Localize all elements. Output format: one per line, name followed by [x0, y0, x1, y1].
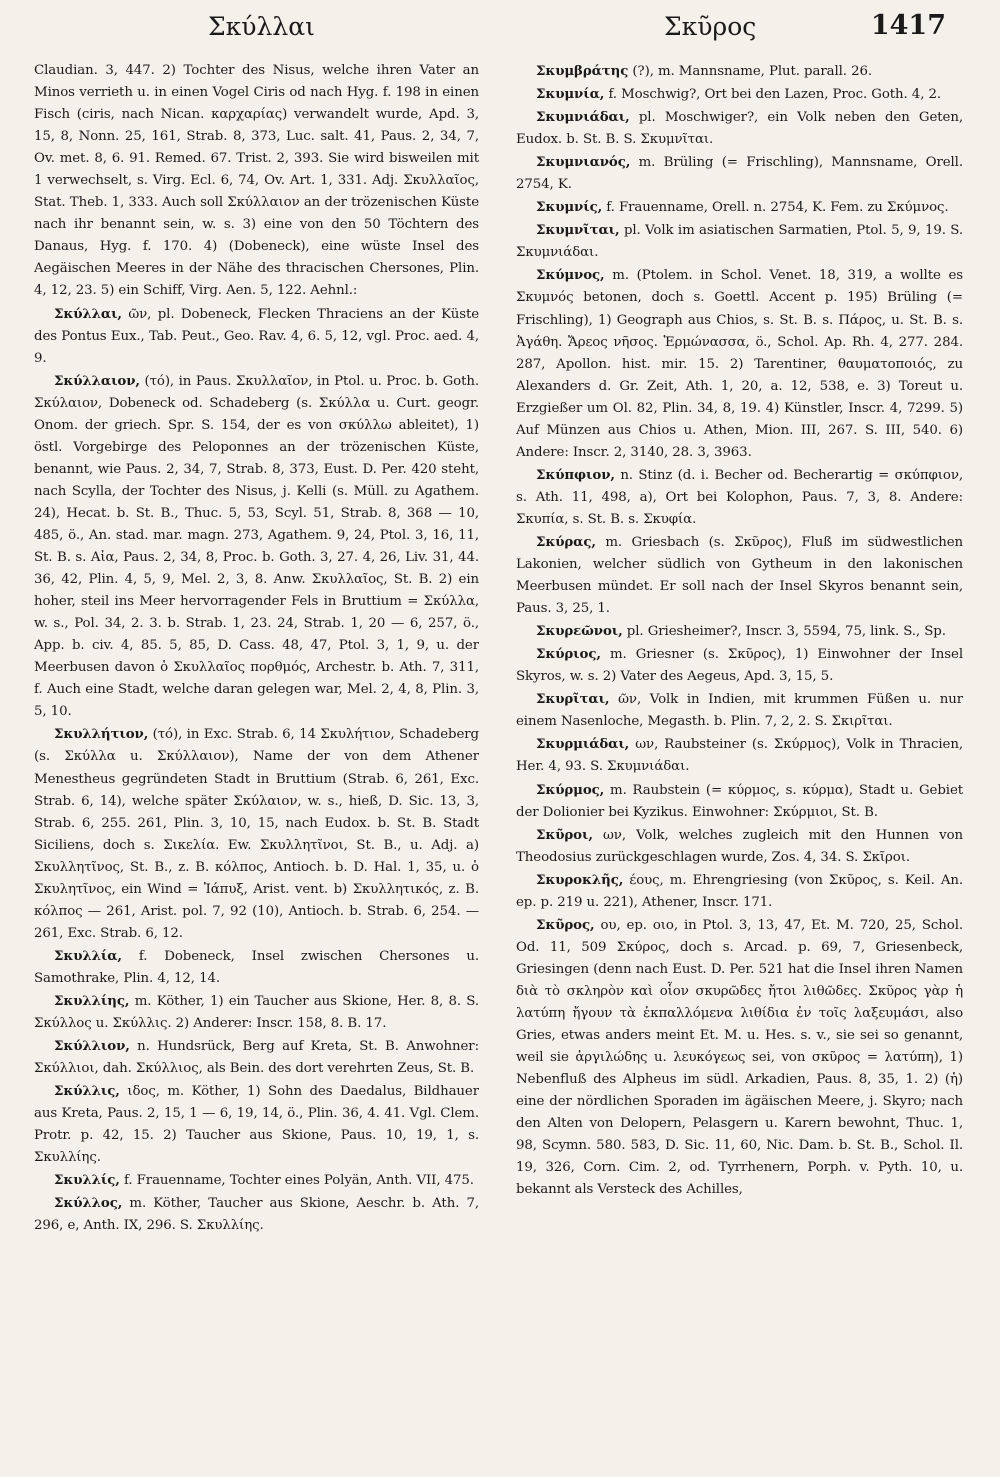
left-column [34, 60, 479, 1471]
dictionary-entry [516, 219, 963, 264]
dictionary-entry [516, 464, 963, 531]
dictionary-entry [516, 688, 963, 733]
dictionary-entry [516, 60, 963, 83]
dictionary-entry [34, 370, 479, 724]
entry-headword: Σκύρμος, [536, 781, 605, 798]
entry-text: f. Frauenname, Orell. n. 2754, K. Fem. zu Σκύμνος. [602, 200, 949, 216]
entry-headword: Σκυμβράτης [536, 63, 629, 79]
entry-headword: Σκυρεῶνοι, [536, 623, 623, 640]
entry-text: pl. Moschwiger?, ein Volk neben den Geten, Eudox. b. St. B. S. Σκυμνῖται. [516, 110, 963, 148]
entry-text: f. Dobeneck, Insel zwischen Chersones u. Samothrake, Plin. 4, 12, 14. [34, 948, 479, 986]
entry-text: pl. Griesheimer?, Inscr. 3, 5594, 75, link. S., Sp. [622, 624, 946, 640]
entry-text: ῶν, Volk in Indien, mit krummen Füßen u. nur einem Nasenloche, Megasth. b. Plin. 7, 2, 2. S. Σκιρῖται. [516, 692, 963, 730]
entry-headword: Σκύλλος, [54, 1195, 123, 1212]
entry-text: n. Hundsrück, Berg auf Kreta, St. B. Anwohner: Σκύλλιοι, dah. Σκύλλιος, als Bein. des dort verehrten Zeus, St. B. [34, 1039, 479, 1077]
dictionary-entry [516, 824, 963, 869]
entry-headword: Σκύμνος, [536, 267, 605, 284]
entry-headword: Σκύριος, [536, 646, 601, 663]
entry-text: (τό), in Paus. Σκυλλαῖον, in Ptol. u. Proc. b. Goth. Σκύλαιον, Dobeneck od. Schadeberg (s. Σκύλλα u. Curt. geogr. Onom. der griech. Spr. S. 154, der es von σκύλλω ableitet), 1) östl. Vorgebirge des Peloponnes an der trözenischen Küste, benannt, wie Paus. 2, 34, 7, Strab. 8, 373, Eust. D. Per. 420 steht, nach Scylla, der Tochter des Nisus, j. Kelli (s. Müll. zu Agathem. 24), Hecat. b. St. B., Thuc. 5, 53, Scyl. 51, Strab. 8, 368 — 10, 485, ö., An. stad. mar. magn. 273, Agathem. 9, 24, Ptol. 3, 16, 11, St. B. s. Αἰα, Paus. 2, 34, 8, Proc. b. Goth. 3, 27. 4, 26, Liv. 31, 44. 36, 42, Plin. 4, 5, 9, Mel. 2, 3, 8. Anw. Σκυλλαῖος, St. B. 2) ein hoher, steil ins Meer hervorragender Fels in Bruttium = Σκύλλα, w. s., Pol. 34, 2. 3. b. Strab. 1, 23. 24, Strab. 1, 20 — 6, 257, ö., App. b. civ. 4, 85. 5, 85, D. Cass. 48, 47, Ptol. 3, 1, 9, u. der Meerbusen davon ὁ Σκυλλαῖος πορθμός, Archestr. b. Ath. 7, 311, f. Auch eine Stadt, welche daran gelegen war, Mel. 2, 4, 8, Plin. 3, 5, 10. [34, 373, 479, 720]
dictionary-entry [34, 303, 479, 370]
entry-headword: Σκυμνιανός, [536, 154, 631, 171]
page-number: 1417 [870, 10, 946, 41]
entry-headword: Σκυροκλῆς, [536, 871, 624, 888]
header-right-catchword: Σκῦρος [664, 12, 757, 41]
dictionary-entry [516, 914, 963, 1202]
page-header [0, 8, 1000, 48]
dictionary-entry [516, 106, 963, 151]
entry-headword: Σκυλλήτιον, [54, 726, 149, 743]
dictionary-entry [516, 869, 963, 914]
entry-headword: Σκῦροι, [536, 826, 593, 843]
entry-headword: Σκύλλαι, [54, 305, 122, 322]
entry-headword: Σκυλλία, [54, 947, 122, 964]
entry-headword: Σκύλλαιον, [54, 372, 140, 389]
entry-headword: Σκύλλιον, [54, 1038, 130, 1055]
dictionary-entry [34, 945, 479, 990]
dictionary-entry [34, 723, 479, 944]
entry-headword: Σκυρῖται, [536, 691, 610, 708]
dictionary-entry [516, 733, 963, 778]
entry-text: (?), m. Mannsname, Plut. parall. 26. [628, 64, 873, 79]
entry-text: ων, Raubsteiner (s. Σκύρμος), Volk in Thracien, Her. 4, 93. S. Σκυμνιάδαι. [516, 737, 963, 775]
dictionary-entry [516, 196, 963, 219]
entry-text: m. Griesner (s. Σκῦρος), 1) Einwohner der Insel Skyros, w. s. 2) Vater des Aegeus, Apd. 3, 15, 5. [516, 647, 963, 685]
dictionary-entry [34, 60, 479, 303]
entry-headword: Σκυρμιάδαι, [536, 736, 630, 753]
dictionary-entry [516, 779, 963, 824]
entry-text: έους, m. Ehrengriesing (von Σκῦρος, s. Keil. An. ep. p. 219 u. 221), Athener, Inscr. 171. [516, 872, 963, 910]
dictionary-entry [516, 151, 963, 196]
entry-headword: Σκυμνιάδαι, [536, 109, 630, 126]
dictionary-entry [34, 1169, 479, 1192]
entry-headword: Σκυλλίης, [54, 992, 130, 1009]
entry-headword: Σκύπφιον, [536, 466, 615, 483]
entry-text: f. Frauenname, Tochter eines Polyän, Anth. VII, 475. [119, 1173, 474, 1189]
dictionary-entry [34, 1035, 479, 1080]
entry-text: m. (Ptolem. in Schol. Venet. 18, 319, a wollte es Σκυμνός betonen, doch s. Goettl. Accent p. 195) Brüling (= Frischling), 1) Geograph aus Chios, s. St. B. s. Πάρος, u. St. B. s. Ἀγάθη. Ἄρεος νῆσος. Ἑρμώνασσα, ö., Schol. Ap. Rh. 4, 277. 284. 287, Apollon. hist. mir. 15. 2) Tarentiner, θαυματοποιός, zu Alexanders d. Gr. Zeit, Ath. 1, 20, a. 12, 538, e. 3) Toreut u. Erzgießer um Ol. 82, Plin. 34, 8, 19. 4) Künstler, Inscr. 4, 7299. 5) Auf Münzen aus Chios u. Athen, Mion. III, 267. S. III, 540. 6) Andere: Inscr. 2, 3140, 28. 3, 3963. [516, 268, 963, 460]
header-left-catchword: Σκύλλαι [208, 12, 315, 41]
entry-text: m. Brüling (= Frischling), Mannsname, Orell. 2754, K. [516, 155, 963, 193]
entry-text: m. Köther, Taucher aus Skione, Aeschr. b. Ath. 7, 296, e, Anth. IX, 296. S. Σκυλλίης. [34, 1196, 479, 1234]
entry-headword: Σκῦρος, [536, 916, 595, 933]
entry-text: ων, Volk, welches zugleich mit den Hunnen von Theodosius zurückgeschlagen wurde, Zos. 4, 34. S. Σκῖροι. [516, 827, 963, 865]
entry-text: ῶν, pl. Dobeneck, Flecken Thraciens an der Küste des Pontus Eux., Tab. Peut., Geo. Rav. 4, 6. 5, 12, vgl. Proc. aed. 4, 9. [34, 306, 479, 366]
dictionary-entry [34, 1192, 479, 1237]
entry-headword: Σκυμνία, [536, 86, 605, 103]
dictionary-entry [516, 83, 963, 106]
entry-text: (τό), in Exc. Strab. 6, 14 Σκυλήτιον, Schadeberg (s. Σκύλλα u. Σκύλλαιον), Name der von dem Athener Menestheus gegründeten Stadt in Bruttium (Strab. 6, 261, Exc. Strab. 6, 14), welche später Σκύλαιον, w. s., hieß, D. Sic. 13, 3, Strab. 6, 255. 261, Plin. 3, 10, 15, nach Eudox. b. St. B. Stadt Siciliens, doch s. Σικελία. Ew. Σκυλλητῖνοι, St. B., u. Adj. a) Σκυλλητῖνος, St. B., z. B. κόλπος, Antioch. b. D. Hal. 1, 35, u. ὁ Σκυλητῖνος, ein Wind = Ἰάπυξ, Arist. vent. b) Σκυλλητικός, z. B. κόλπος — 261, Arist. pol. 7, 92 (10), Antioch. b. Strab. 6, 254. — 261, Exc. Strab. 6, 12. [34, 727, 479, 941]
entry-text: m. Köther, 1) ein Taucher aus Skione, Her. 8, 8. S. Σκύλλος u. Σκύλλις. 2) Anderer: Inscr. 158, 8. B. 17. [34, 993, 479, 1032]
entry-text: m. Griesbach (s. Σκῦρος), Fluß im südwestlichen Lakonien, welcher südlich von Gytheum in den lakonischen Meerbusen mündet. Er soll nach der Insel Skyros benannt sein, Paus. 3, 25, 1. [516, 534, 963, 617]
entry-text: pl. Volk im asiatischen Sarmatien, Ptol. 5, 9, 19. S. Σκυμνιάδαι. [516, 223, 963, 261]
dictionary-entry [34, 990, 479, 1035]
entry-text: Claudian. 3, 447. 2) Tochter des Nisus, welche ihren Vater an Minos verrieth u. in einen Vogel Ciris od nach Hyg. f. 198 in einen Fisch (ciris, nach Nican. καρχαρίας) verwandelt wurde, Apd. 3, 15, 8, Nonn. 25, 161, Strab. 8, 373, Luc. salt. 41, Paus. 2, 34, 7, Ov. met. 8, 6. 91. Remed. 67. Trist. 2, 393. Sie wird bisweilen mit 1 verwechselt, s. Virg. Ecl. 6, 74, Ov. Art. 1, 331. Adj. Σκυλλαῖος, Stat. Theb. 1, 333. Auch soll Σκύλλαιον an der trözenischen Küste nach ihr benannt sein, w. s. 3) eine von den 50 Töchtern des Danaus, Hyg. f. 170. 4) (Dobeneck), eine wüste Insel des Aegäischen Meeres in der Nähe des thracischen Chersones, Plin. 4, 12, 23. 5) ein Schiff, Virg. Aen. 5, 122. Aehnl.: [34, 63, 479, 299]
dictionary-entry [516, 531, 963, 620]
dictionary-entry [516, 620, 963, 643]
entry-headword: Σκυμνίς, [536, 199, 603, 216]
entry-headword: Σκυμνῖται, [536, 222, 620, 239]
entry-text: ιδος, m. Köther, 1) Sohn des Daedalus, Bildhauer aus Kreta, Paus. 2, 15, 1 — 6, 19, 14, ö., Plin. 36, 4. 41. Vgl. Clem. Protr. p. 42, 15. 2) Taucher aus Skione, Paus. 10, 19, 1, s. Σκυλλίης. [34, 1084, 479, 1166]
dictionary-entry [34, 1080, 479, 1169]
entry-text: m. Raubstein (= κύρμος, s. κύρμα), Stadt u. Gebiet der Dolionier bei Kyzikus. Einwohner: Σκύρμιοι, St. B. [516, 782, 963, 820]
entry-text: f. Moschwig?, Ort bei den Lazen, Proc. Goth. 4, 2. [604, 87, 942, 103]
entry-headword: Σκύρας, [536, 533, 596, 550]
entry-text: n. Stinz (d. i. Becher od. Becherartig = σκύπφιον, s. Ath. 11, 498, a), Ort bei Kolophon, Paus. 7, 3, 8. Andere: Σκυπία, s. St. B. s. Σκυφία. [516, 467, 963, 527]
dictionary-entry [516, 643, 963, 688]
dictionary-entry [516, 264, 963, 463]
entry-text: ου, ep. οιο, in Ptol. 3, 13, 47, Et. M. 720, 25, Schol. Od. 11, 509 Σκύρος, doch s. Arcad. p. 69, 7, Griesenbeck, Griesingen (denn nach Eust. D. Per. 521 hat die Insel ihren Namen διὰ τὸ σκληρὸν καὶ οἷον σκυρῶδες ἤτοι λιθῶδες. Σκῦρος γὰρ ἡ λατύπη ἤγουν τὰ ἐκπαλλόμενα λιθίδια ἐν τοῖς λαξευμάσι, also Gries, etwas anders meint Et. M. u. Hes. s. v., sie sei so genannt, weil sie ἀργιλώδης u. λευκόγεως sei, von σκῦρος = λατύπη), 1) Nebenfluß des Alpheus im südl. Arkadien, Paus. 8, 35, 1. 2) (ἡ) eine der nördlichen Sporaden im ägäischen Meere, j. Skyro; nach den Alten von Delopern, Pelasgern u. Karern bewohnt, Thuc. 1, 98, Scymn. 580. 583, D. Sic. 11, 60, Nic. Dam. b. St. B., Schol. Il. 19, 326, Corn. Cim. 2, od. Tyrrhenern, Porph. v. Pyth. 10, u. bekannt als Versteck des Achilles, [516, 917, 963, 1198]
right-column [516, 60, 963, 1471]
entry-headword: Σκυλλίς, [54, 1172, 120, 1189]
entry-headword: Σκύλλις, [54, 1083, 120, 1100]
